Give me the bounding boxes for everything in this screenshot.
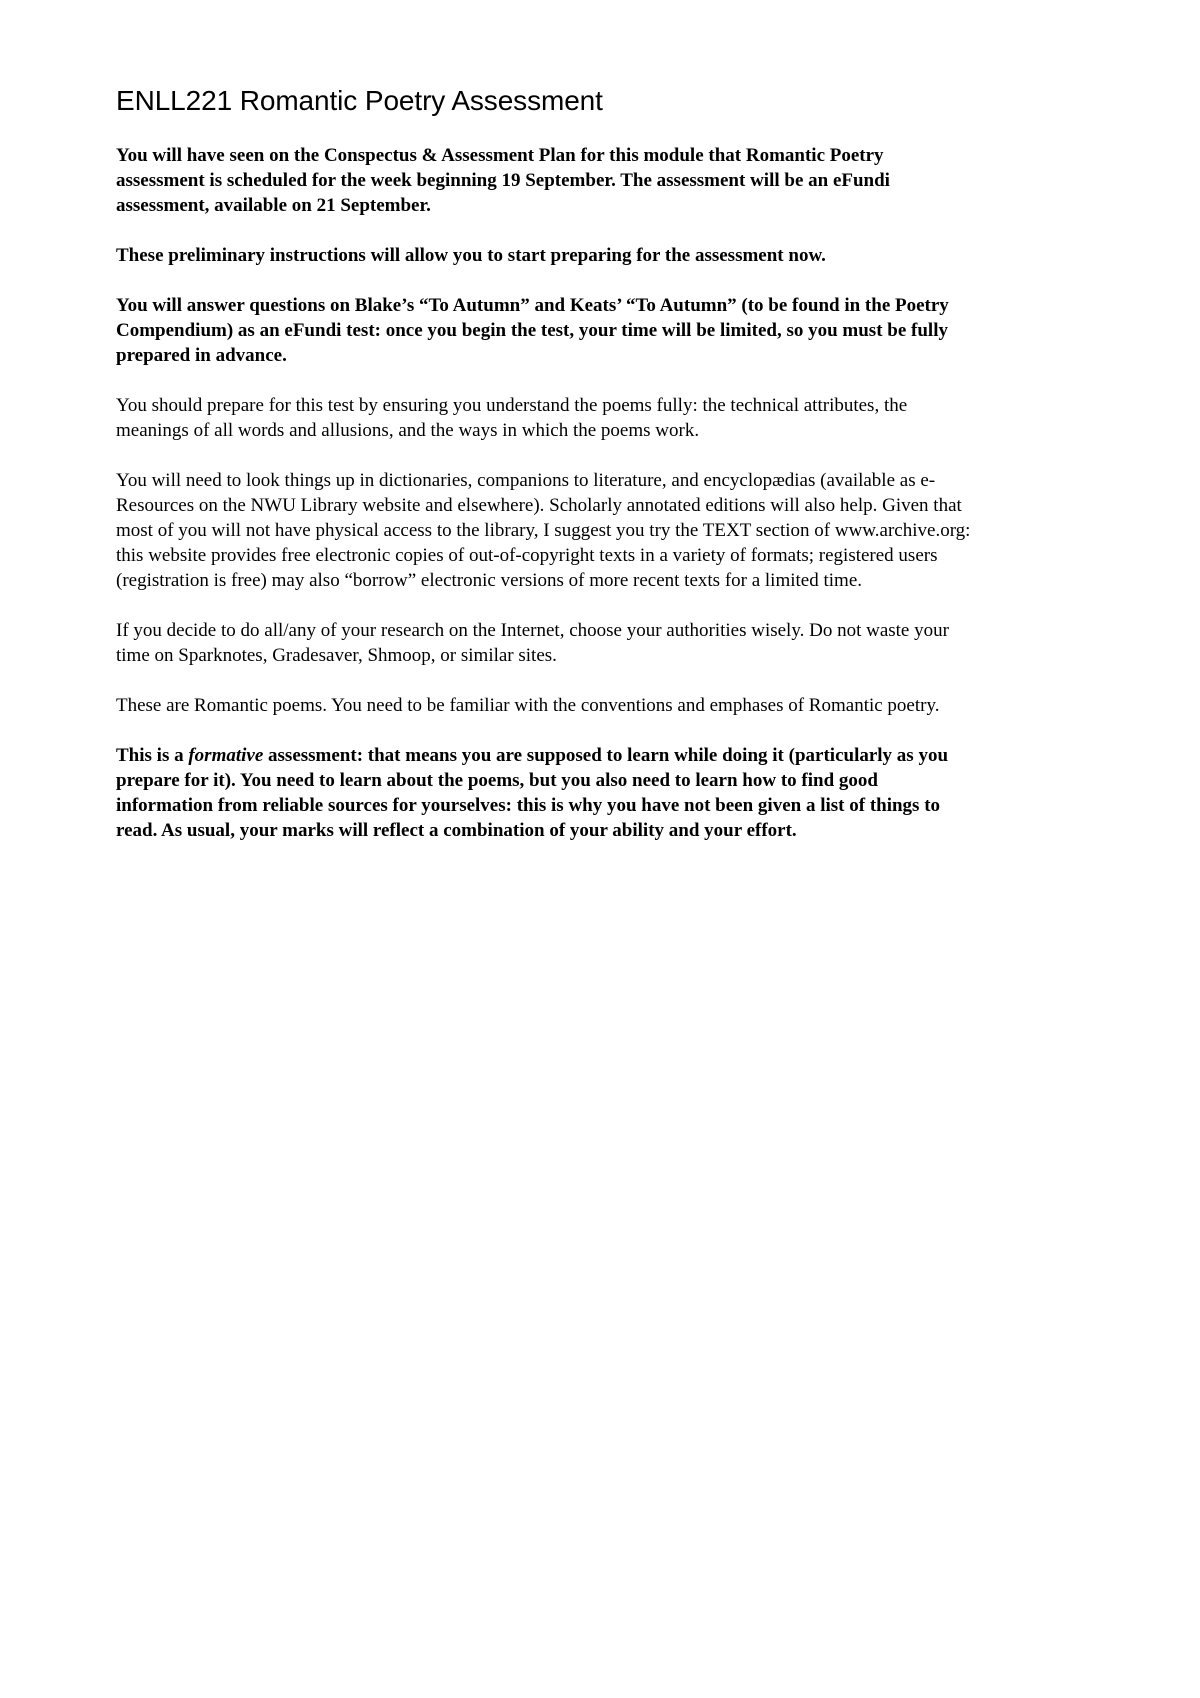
text-line: You should prepare for this test by ensuring you understand the poems fully: the technical attributes, the xyxy=(116,395,908,416)
text-line: prepared in advance. xyxy=(116,345,287,366)
text-line: If you decide to do all/any of your research on the Internet, choose your authorities wisely. Do not waste your xyxy=(116,620,949,641)
text-line xyxy=(116,743,1096,768)
paragraph-internet xyxy=(116,618,1096,668)
text-line: (registration is free) may also “borrow” electronic versions of more recent texts for a limited time. xyxy=(116,570,863,591)
text-line: You will have seen on the Conspectus & Assessment Plan for this module that Romantic Poetry xyxy=(116,145,884,166)
paragraph-formative xyxy=(116,743,1096,843)
document-title: ENLL221 Romantic Poetry Assessment xyxy=(116,85,603,116)
paragraph-preliminary xyxy=(116,243,1096,268)
paragraph-resources xyxy=(116,468,1096,593)
text-line: this website provides free electronic copies of out-of-copyright texts in a variety of formats; registered users xyxy=(116,545,938,566)
text-line: read. As usual, your marks will reflect a combination of your ability and your effort. xyxy=(116,820,797,841)
document-body xyxy=(116,84,1096,868)
text-line: You will answer questions on Blake’s “To Autumn” and Keats’ “To Autumn” (to be found in the Poetry xyxy=(116,295,949,316)
text-line: assessment is scheduled for the week beginning 19 September. The assessment will be an eFundi xyxy=(116,170,890,191)
text-line: Resources on the NWU Library website and elsewhere). Scholarly annotated editions will also help. Given that xyxy=(116,495,962,516)
text-line: Compendium) as an eFundi test: once you begin the test, your time will be limited, so you must be fully xyxy=(116,320,948,341)
paragraph-questions xyxy=(116,293,1096,368)
text-segment: This is a xyxy=(116,745,189,766)
text-line: assessment, available on 21 September. xyxy=(116,195,431,216)
text-line: most of you will not have physical access to the library, I suggest you try the TEXT section of www.archive.org: xyxy=(116,520,971,541)
text-line: These are Romantic poems. You need to be familiar with the conventions and emphases of Romantic poetry. xyxy=(116,695,940,716)
text-line: information from reliable sources for yourselves: this is why you have not been given a list of things to xyxy=(116,795,941,816)
text-line: These preliminary instructions will allow you to start preparing for the assessment now. xyxy=(116,245,826,266)
text-line: prepare for it). You need to learn about the poems, but you also need to learn how to find good xyxy=(116,770,878,791)
paragraph-romantic xyxy=(116,693,1096,718)
emphasized-word: formative xyxy=(188,745,264,766)
text-line: meanings of all words and allusions, and the ways in which the poems work. xyxy=(116,420,700,441)
text-segment: assessment: that means you are supposed to learn while doing it (particularly as you xyxy=(263,745,949,766)
paragraph-schedule xyxy=(116,143,1096,218)
text-line: You will need to look things up in dictionaries, companions to literature, and encyclopædias (available as e- xyxy=(116,470,936,491)
paragraph-prepare xyxy=(116,393,1096,443)
text-line: time on Sparknotes, Gradesaver, Shmoop, or similar sites. xyxy=(116,645,557,666)
